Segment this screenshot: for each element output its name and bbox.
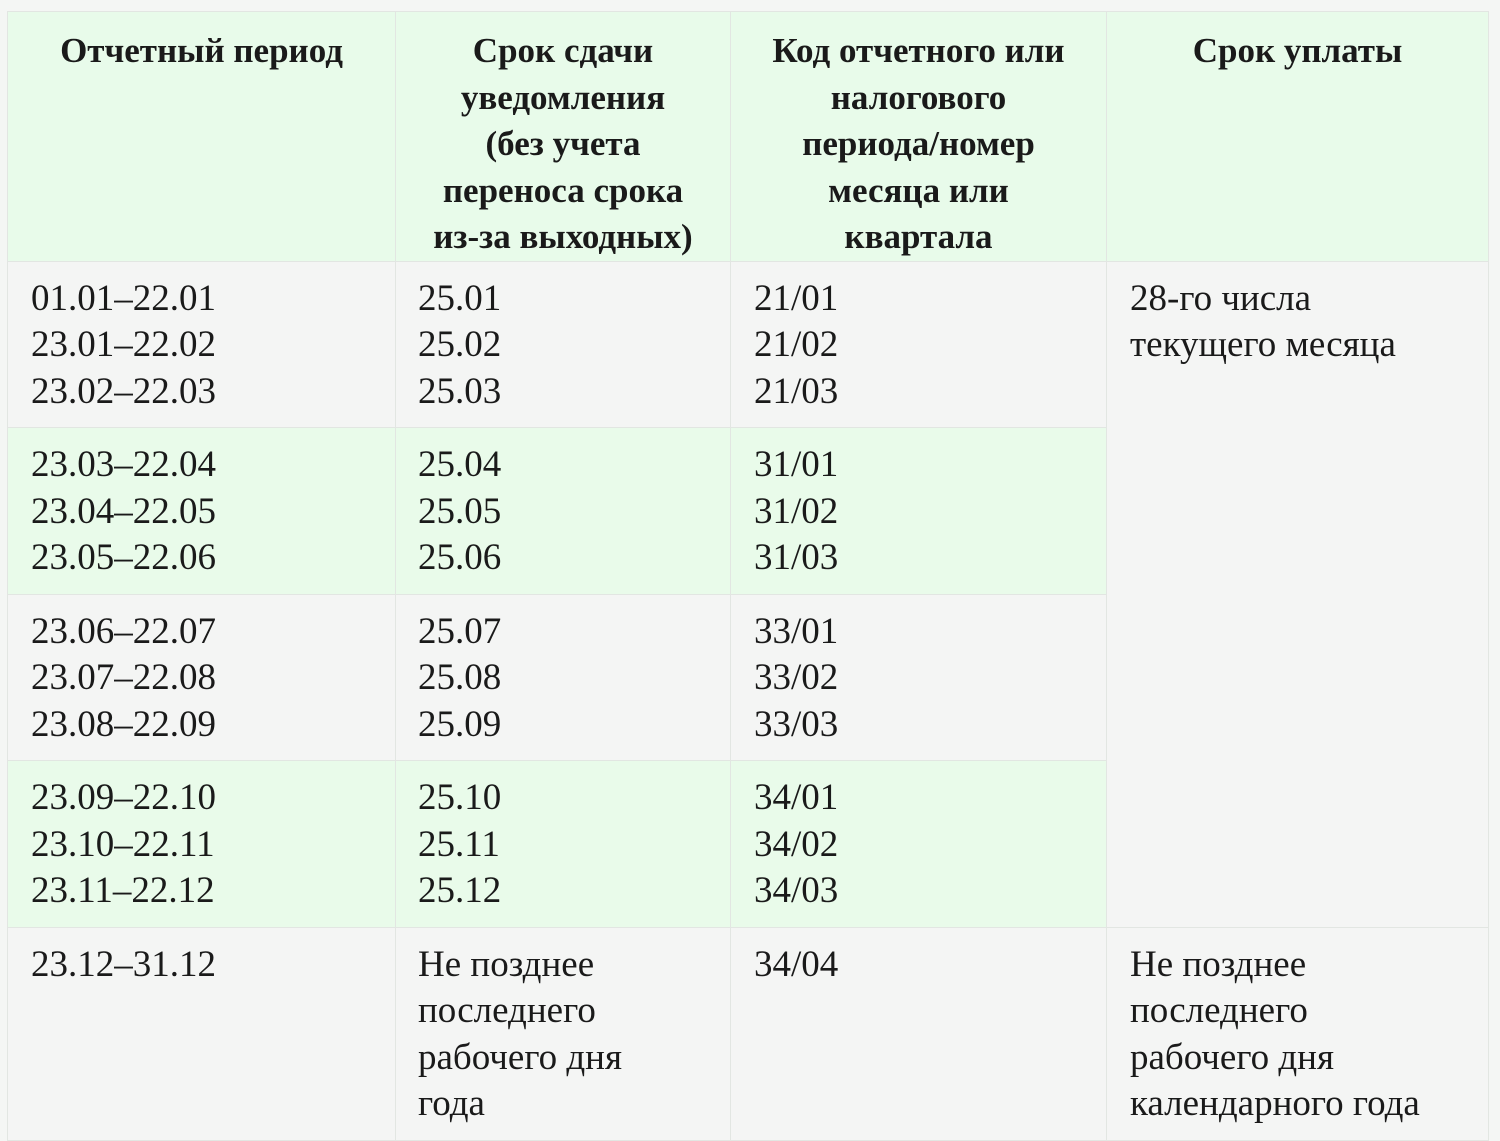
period-cell: 23.09–22.10 23.10–22.11 23.11–22.12 — [8, 761, 396, 928]
header-row — [8, 12, 1489, 262]
period-cell: 23.03–22.04 23.04–22.05 23.05–22.06 — [8, 428, 396, 595]
header-payment-deadline: Срок уплаты — [1107, 12, 1489, 262]
deadline-cell: Не позднее последнего рабочего дня года — [396, 927, 731, 1140]
period-cell: 23.06–22.07 23.07–22.08 23.08–22.09 — [8, 594, 396, 761]
code-cell: 21/01 21/02 21/03 — [731, 261, 1107, 428]
deadline-cell: 25.10 25.11 25.12 — [396, 761, 731, 928]
code-cell: 33/01 33/02 33/03 — [731, 594, 1107, 761]
table-row — [8, 261, 1489, 428]
header-period-code: Код отчетного или налогового периода/номер месяца или квартала — [731, 12, 1107, 262]
payment-yearly-cell: Не позднее последнего рабочего дня календарного года — [1107, 927, 1489, 1140]
payment-monthly-cell: 28-го числа текущего месяца — [1107, 261, 1489, 927]
deadline-cell: 25.04 25.05 25.06 — [396, 428, 731, 595]
period-cell: 01.01–22.01 23.01–22.02 23.02–22.03 — [8, 261, 396, 428]
tax-schedule-table — [7, 11, 1489, 1141]
header-notice-deadline: Срок сдачи уведомления (без учета переноса срока из-за выходных) — [396, 12, 731, 262]
deadline-cell: 25.01 25.02 25.03 — [396, 261, 731, 428]
code-cell: 31/01 31/02 31/03 — [731, 428, 1107, 595]
tax-table-container — [7, 11, 1488, 1141]
code-cell: 34/04 — [731, 927, 1107, 1140]
period-cell: 23.12–31.12 — [8, 927, 396, 1140]
code-cell: 34/01 34/02 34/03 — [731, 761, 1107, 928]
header-reporting-period: Отчетный период — [8, 12, 396, 262]
deadline-cell: 25.07 25.08 25.09 — [396, 594, 731, 761]
table-row — [8, 927, 1489, 1140]
